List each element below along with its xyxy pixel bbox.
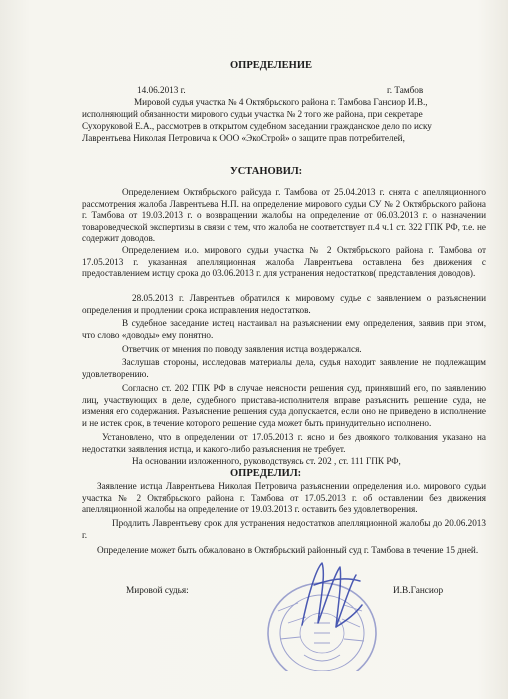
paragraph: Ответчик от мнения по поводу заявления истца воздержался. [122,344,362,354]
paragraph: В судебное заседание истец настаивал на разъяснении ему определения, заявив при этом, что слово «доводы» ему понятно. [82,318,486,340]
document-city: г. Тамбов [387,85,424,95]
paragraph: Установлено, что в определении от 17.05.2013 г. ясно и без двоякого толкования указано на недостатки заявления истца, и какого-либо разъяснения не требует. [82,432,486,454]
signature-name: И.В.Гансиор [393,586,444,596]
intro-line: Сухоруковой Е.А., рассмотрев в открытом судебном заседании гражданское дело по иску [82,121,432,131]
paragraph: На основании изложенного, руководствуясь ст. 202 , ст. 111 ГПК РФ, [132,456,401,466]
intro-line: Лаврентьева Николая Петровича к ООО «ЭкоСтрой» о защите прав потребителей, [82,133,405,143]
paragraph: Заявление истца Лаврентьева Николая Петровича разъяснении определения и.о. мирового судьи участка № 2 Октябрьского района г. Тамбова от 17.05.2013 г. об оставлении без движения апелляционной жалобы на определение от 19.03.2013 г. оставить без удовлетворения. [82,481,486,515]
document-title: ОПРЕДЕЛЕНИЕ [230,60,313,71]
signature-label: Мировой судья: [126,586,189,596]
section-heading-determined: ОПРЕДЕЛИЛ: [230,468,302,479]
paragraph: Продлить Лаврентьеву срок для устранения недостатков апелляционной жалобы до 20.06.2013 г. [82,518,486,540]
handwritten-signature [290,555,390,645]
intro-line: исполняющий обязанности мирового судьи участка № 2 того же района, при секретаре [82,109,423,119]
paragraph: Заслушав стороны, исследовав материалы дела, судья находит заявление не подлежащим удовлетворению. [82,357,486,379]
paragraph: Определением Октябрьского райсуда г. Тамбова от 25.04.2013 г. снята с апелляционного рассмотрения жалоба Лаврентьева Н.П. на определение мирового судьи СУ № 2 Октябрьского района г. Тамбова от 19.03.2013 г. о возвращении жалобы на определение от 06.03.2013 г. о назначении товароведческой экспертизы в связи с тем, что жалоба не соответствует п.4 ч.1 ст. 322 ГПК РФ, т.е. не содержит доводов. [82,187,486,244]
paragraph: 28.05.2013 г. Лаврентьев обратился к мировому судье с заявлением о разъяснении определения и продлении срока исправления недостатков. [82,293,486,315]
document-date: 14.06.2013 г. [137,85,186,95]
paragraph: Определение может быть обжаловано в Октябрьский районный суд г. Тамбова в течение 15 дней. [97,545,479,555]
paragraph: Определением и.о. мирового судьи участка № 2 Октябрьского района г. Тамбова от 17.05.2013 г. указанная апелляционная жалоба Лаврентьева оставлена без движения с предоставлением истцу срока до 03.06.2013 г. для устранения недостатков( представления доводов). [82,245,486,279]
section-heading-established: УСТАНОВИЛ: [230,166,303,177]
paragraph: Согласно ст. 202 ГПК РФ в случае неясности решения суд, принявший его, по заявлению лиц, участвующих в деле, судебного пристава-исполнителя вправе разъяснить решение суда, не изменяя его содержания. Разъяснение решения суда допускается, если оно не приведено в исполнение и не истек срок, в течение которого решение суда может быть принудительно исполнено. [82,383,486,428]
intro-line: Мировой судья участка № 4 Октябрьского района г. Тамбова Гансиор И.В., [134,97,428,107]
